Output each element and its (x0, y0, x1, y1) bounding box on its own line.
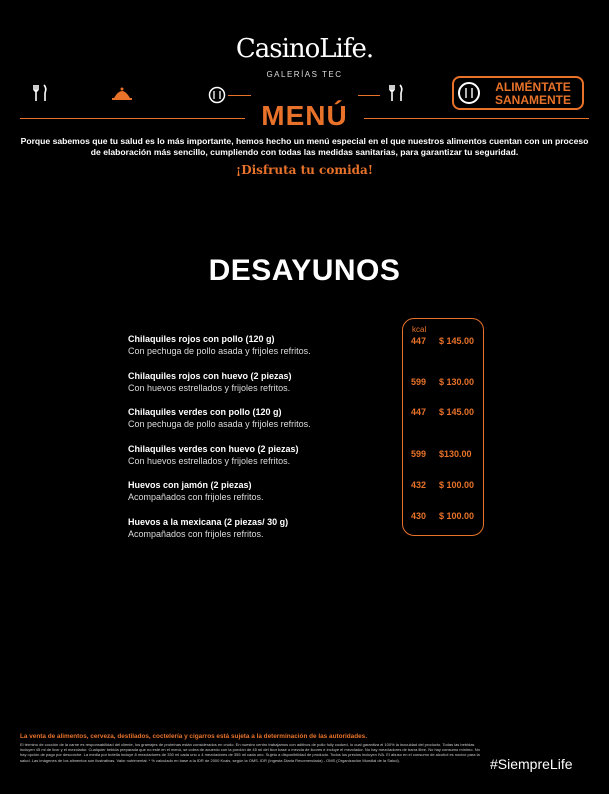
kcal-header: kcal (412, 325, 427, 334)
price-column (402, 318, 484, 536)
menu-item (128, 480, 388, 517)
item-kcal: 430 (411, 511, 427, 521)
badge-text (484, 81, 582, 107)
badge-line-1: ALIMÉNTATE (495, 80, 571, 94)
item-name: Chilaquiles rojos con huevo (2 piezas) (128, 370, 292, 381)
item-name: Chilaquiles verdes con huevo (2 piezas) (128, 443, 299, 454)
item-description: Con huevos estrellados y frijoles refritos. (128, 382, 291, 393)
item-price: $ 100.00 (439, 511, 475, 521)
item-kcal: 447 (411, 336, 427, 346)
divider-left (228, 95, 251, 96)
eat-healthy-badge (452, 76, 584, 110)
casino-life-logo: CasinoLife. (235, 34, 374, 64)
hashtag: #SiempreLife (490, 756, 573, 772)
item-kcal: 447 (411, 407, 427, 417)
item-description: Con pechuga de pollo asada y frijoles refritos. (128, 419, 311, 429)
item-name: Chilaquiles verdes con pollo (120 g) (128, 407, 282, 417)
plate-cutlery-icon (458, 82, 480, 104)
menu-item (128, 444, 388, 481)
item-name: Chilaquiles rojos con pollo (120 g) (128, 334, 275, 344)
intro-text: Porque sabemos que tu salud es lo más importante, hemos hecho un menú especial en el que nuestros alimentos cuentan con un proceso de elaboración más sencillo, cumpliendo con todas las medidas sanitarias, para garantizar tu seguridad. (20, 136, 589, 157)
enjoy-tagline: ¡Disfruta tu comida! (235, 163, 374, 177)
item-price: $130.00 (439, 449, 472, 459)
menu-item (128, 334, 388, 371)
section-title: DESAYUNOS (208, 254, 401, 287)
item-price: $ 100.00 (439, 480, 475, 490)
menu-item (128, 371, 388, 408)
menu-title: MENÚ (261, 100, 348, 131)
item-kcal: 432 (411, 480, 427, 490)
item-description: Acompañados con frijoles refritos. (128, 528, 264, 539)
item-price: $ 145.00 (439, 336, 475, 346)
item-price: $ 130.00 (439, 377, 475, 387)
menu-items-list (128, 334, 388, 553)
badge-line-2: SANAMENTE (494, 93, 571, 107)
item-name: Huevos con jamón (2 piezas) (128, 480, 252, 490)
item-name: Huevos a la mexicana (2 piezas/ 30 g) (128, 516, 289, 527)
legal-title: La venta de alimentos, cerveza, destilados, coctelería y cigarros está sujeta a la determinación de las autoridades. (20, 733, 368, 740)
item-kcal: 599 (411, 377, 427, 387)
location-label: GALERÍAS TEC (266, 70, 343, 79)
item-price: $ 145.00 (439, 407, 475, 417)
menu-item (128, 517, 388, 554)
item-description: Con huevos estrellados y frijoles refritos. (128, 455, 291, 466)
divider-right (358, 95, 380, 96)
item-kcal: 599 (411, 449, 427, 459)
menu-item (128, 407, 388, 444)
item-description: Acompañados con frijoles refritos. (128, 492, 264, 502)
item-description: Con pechuga de pollo asada y frijoles refritos. (128, 346, 311, 356)
legal-text: El término de cocción de la carne es responsabilidad del cliente, los gramajes de proteínas están considerados en crudo. En nuestro centro trabajamos con aditivos de pollo fully cooked, lo cual garantiza el 100% la inocuidad del producto. Todas las bebidas incluyen 45 ml de licor y el mezclador. Cualquier bebida preparada que no esté en el menú, se cobra de acuerdo con la porción de 45 ml del licor base o mezcla de licores e incluye el mezclador. No hay mezcladores de barra libre. No hay consumo mínimo. No hay opción de pago por descorche. La media por botella incluye 8 mezcladores de 330 ml cada uno o 4 mezcladores de 355 ml cada uno. Sujeto a disponibilidad de producto. Todos los precios incluyen IVA. El abuso en el consumo de alcohol es nocivo para la salud. Las imágenes de los alimentos son ilustrativas. Valor nutrimental: * % calculado en base a la IDR de 2000 Kcals, según la OMS. IDR (Ingesta Diaria Recomendada) - OMS (Organización Mundial de la Salud). (20, 742, 480, 763)
